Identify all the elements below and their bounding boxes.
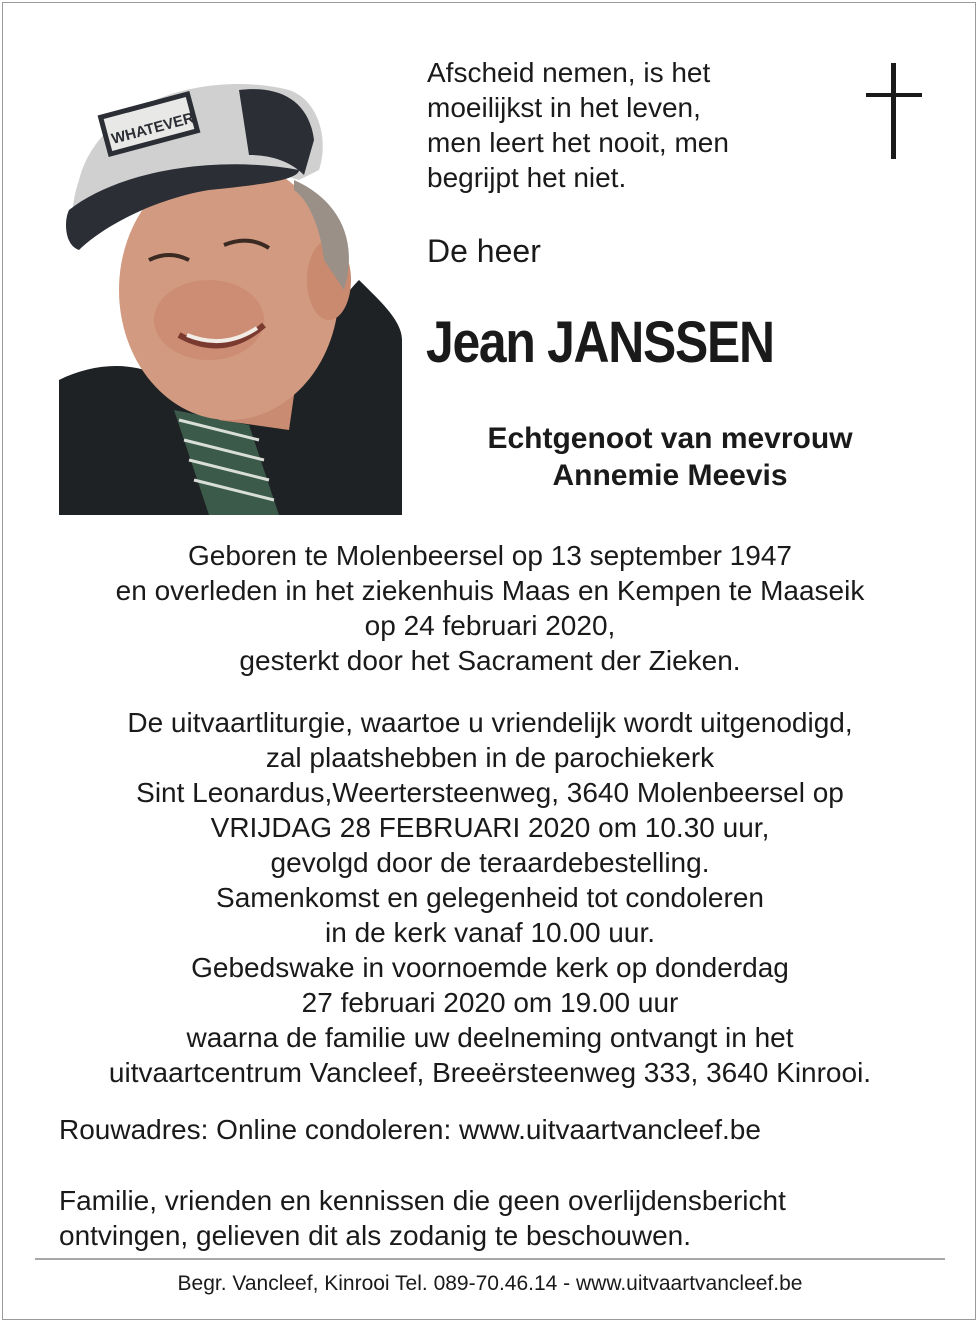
cross-icon xyxy=(866,63,922,159)
birth-death-block xyxy=(40,538,940,678)
funeral-details xyxy=(40,705,940,1090)
poem-line: begrijpt het niet. xyxy=(427,162,627,193)
notice-line: Familie, vrienden en kennissen die geen overlijdensbericht xyxy=(59,1185,786,1216)
poem-line: men leert het nooit, men xyxy=(427,127,729,158)
honorific: De heer xyxy=(427,233,541,269)
notice-line: ontvingen, gelieven dit als zodanig te beschouwen. xyxy=(59,1220,691,1251)
cap-logo-text: WHATEVER xyxy=(109,109,196,148)
deceased-name: Jean JANSSEN xyxy=(426,310,774,375)
funeral-line: waarna de familie uw deelneming ontvangt in het xyxy=(186,1022,794,1053)
poem-line: Afscheid nemen, is het xyxy=(427,57,711,88)
birth-death-line: op 24 februari 2020, xyxy=(364,610,616,641)
funeral-line: uitvaartcentrum Vancleef, Breeërsteenweg 333, 3640 Kinrooi. xyxy=(108,1057,872,1088)
funeral-line: zal plaatshebben in de parochiekerk xyxy=(265,742,715,773)
footer-credit: Begr. Vancleef, Kinrooi Tel. 089-70.46.14 - www.uitvaartvancleef.be xyxy=(177,1272,803,1295)
poem-line: moeilijkst in het leven, xyxy=(427,92,701,123)
funeral-line: Gebedswake in voornoemde kerk op donderdag xyxy=(191,952,789,983)
footer-divider xyxy=(35,1258,945,1260)
spouse-info xyxy=(420,420,920,494)
birth-death-line: en overleden in het ziekenhuis Maas en Kempen te Maaseik xyxy=(115,575,865,606)
funeral-line: Sint Leonardus,Weertersteenweg, 3640 Molenbeersel op xyxy=(136,777,844,808)
funeral-line: 27 februari 2020 om 19.00 uur xyxy=(301,987,679,1018)
funeral-line: De uitvaartliturgie, waartoe u vriendelijk wordt uitgenodigd, xyxy=(127,707,853,738)
spouse-line: Echtgenoot van mevrouw xyxy=(487,422,853,455)
birth-death-line: Geboren te Molenbeersel op 13 september 1947 xyxy=(188,540,792,571)
poem xyxy=(427,55,847,195)
spouse-line: Annemie Meevis xyxy=(552,459,788,492)
portrait-photo xyxy=(59,60,402,515)
funeral-line: VRIJDAG 28 FEBRUARI 2020 om 10.30 uur, xyxy=(210,812,770,843)
mourning-address: Rouwadres: Online condoleren: www.uitvaartvancleef.be xyxy=(59,1114,761,1145)
funeral-line: Samenkomst en gelegenheid tot condoleren xyxy=(216,882,764,913)
funeral-line: gevolgd door de teraardebestelling. xyxy=(270,847,710,878)
birth-death-line: gesterkt door het Sacrament der Zieken. xyxy=(239,645,741,676)
notice-text xyxy=(59,1183,786,1253)
funeral-line: in de kerk vanaf 10.00 uur. xyxy=(325,917,655,948)
